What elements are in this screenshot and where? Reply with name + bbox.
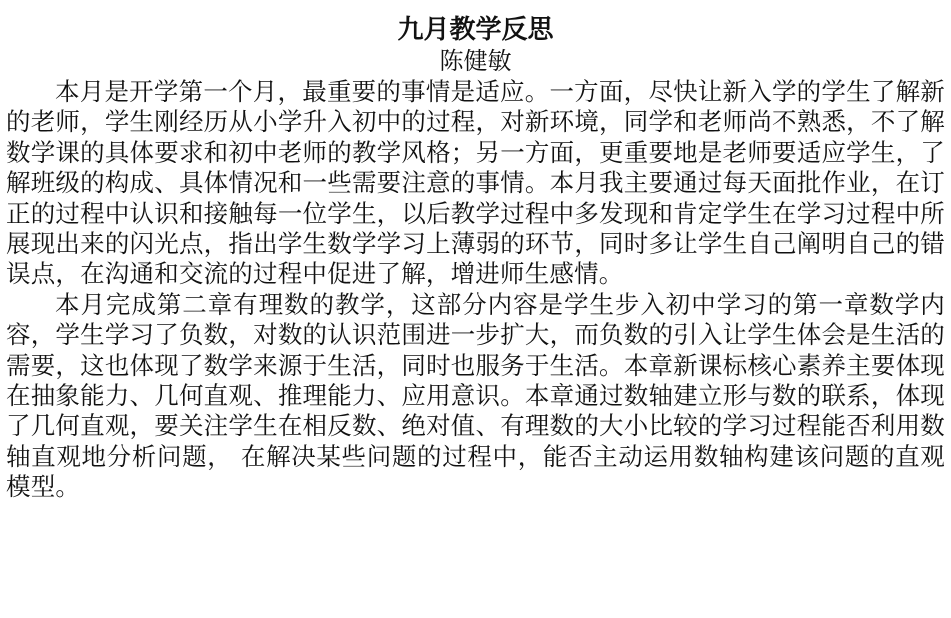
- paragraph-2: 本月完成第二章有理数的教学，这部分内容是学生步入初中学习的第一章数学内容，学生学习了负数，对数的认识范围进一步扩大，而负数的引入让学生体会是生活的需要，这也体现了数学来源于生活，同时也服务于生活。本章新课标核心素养主要体现在抽象能力、几何直观、推理能力、应用意识。本章通过数轴建立形与数的联系，体现了几何直观，要关注学生在相反数、绝对值、有理数的大小比较的学习过程能否利用数轴直观地分析问题， 在解决某些问题的过程中，能否主动运用数轴构建该问题的直观模型。: [6, 289, 945, 502]
- paragraph-1: 本月是开学第一个月，最重要的事情是适应。一方面，尽快让新入学的学生了解新的老师，学生刚经历从小学升入初中的过程，对新环境，同学和老师尚不熟悉，不了解数学课的具体要求和初中老师的教学风格；另一方面，更重要地是老师要适应学生，了解班级的构成、具体情况和一些需要注意的事情。本月我主要通过每天面批作业，在订正的过程中认识和接触每一位学生，以后教学过程中多发现和肯定学生在学习过程中所展现出来的闪光点，指出学生数学学习上薄弱的环节，同时多让学生自己阐明自己的错误点，在沟通和交流的过程中促进了解，增进师生感情。: [6, 77, 945, 289]
- document-title: 九月教学反思: [397, 15, 554, 45]
- document-author: 陈健敏: [439, 47, 512, 75]
